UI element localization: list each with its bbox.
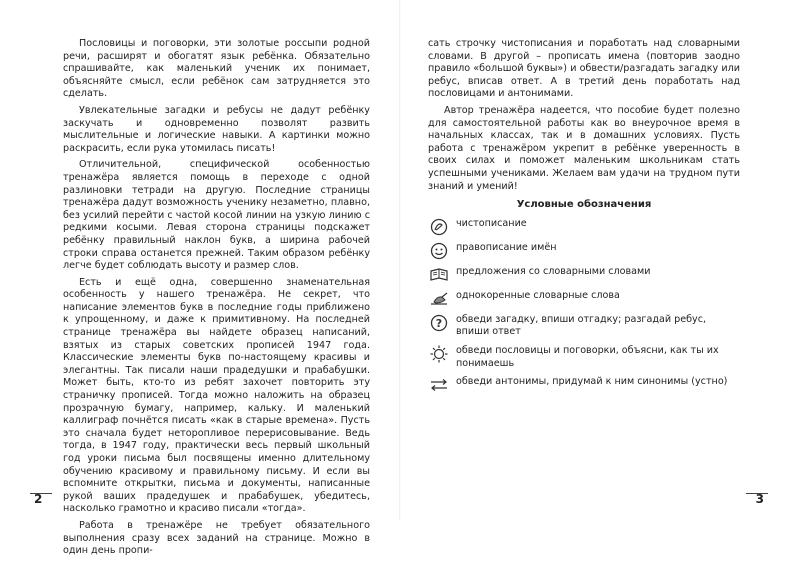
paragraph: Автор тренажёра надеется, что пособие будет полезно для самостоятельной работы как во внеурочное время в начальных классах, так и в домашних условиях. Пусть работа с тренажёром укрепит в ребёнке уверенность в своих силах и поможет маленьким школьникам стать успешными учениками. Желаем вам удачи на трудном пути знаний и умений!: [428, 104, 740, 192]
legend-item: [428, 314, 740, 339]
legend-text: обведи загадку, впиши отгадку; разгадай ребус, впиши ответ: [456, 313, 707, 338]
paragraph: Работа в тренажёре не требует обязательного выполнения сразу всех заданий на странице. Можно в один день пропи-: [63, 519, 370, 557]
legend-text: правописание имён: [456, 241, 557, 253]
legend-text: обведи пословицы и поговорки, объясни, как ты их понимаешь: [456, 344, 719, 369]
paragraph: Есть и ещё одна, совершенно знаменательная особенность у нашего тренажёра. Не секрет, что написание элементов букв в последние годы приближено к упрощенному, и даже к примитивному. На последней странице тренажёра вы найдете образец написаний, взятых из старых советских прописей 1947 года. Классические элементы букв по-настоящему красивы и элегантны. Так писали наши прадедушки и прабабушки. Может быть, кто-то из ребят захочет повторить эту страничку прописей. Тогда можно наложить на образец прозрачную бумагу, например, кальку. И маленький каллиграф почнётся писать «как в старые времена». Пусть это сначала будет неторопливое перерисовывание. Ведь тогда, в 1947 году, практически весь первый школьный год уроки письма был посвящены именно длительному обучению красивому и правильному письму. И если вы вспомните открытки, письма и документы, написанные рукой ваших прадедушек и прабабушек, убедитесь, насколько грамотно и красиво писали «тогда».: [63, 276, 370, 515]
right-page: [400, 0, 800, 520]
legend-item: [428, 218, 740, 236]
arrows-icon: [428, 376, 450, 394]
legend-item: [428, 376, 740, 394]
paragraph: сать строчку чистописания и поработать над словарными словами. В другой – прописать имена (повторив заодно правило «большой буквы») и обвести/разгадать загадку или ребус, вписав ответ. А в третий день поработать над пословицами и антонимами.: [428, 38, 740, 100]
right-text-column: [428, 38, 740, 400]
smiley-icon: [428, 242, 450, 260]
paragraph: Пословицы и поговорки, эти золотые россыпи родной речи, расширят и обогатят язык ребёнка. Обязательно спрашивайте, как маленький ученик их понимает, объясняйте смысл, если ребёнок сам затрудняется это сделать.: [63, 38, 370, 100]
left-page: [0, 0, 400, 557]
question-circle-icon: [428, 314, 450, 332]
pen-circle-icon: [428, 218, 450, 236]
legend-text: предложения со словарными словами: [456, 265, 651, 277]
legend-item: [428, 242, 740, 260]
paragraph: Увлекательные загадки и ребусы не дадут ребёнку заскучать и одновременно позволят развить мыслительные и логические навыки. А картинки можно раскрасить, если рука утомилась писать!: [63, 104, 370, 154]
dictionary-hand-icon: [428, 266, 450, 284]
legend-item: [428, 290, 740, 308]
legend-title: Условные обозначения: [516, 199, 652, 211]
page-number: 3: [755, 492, 764, 506]
paragraph: Отличительной, специфической особенностью тренажёра является помощь в переходе с одной разлиновки тетради на другую. Последние страницы тренажёра дадут возможность ученику незаметно, плавно, без усилий перейти с частой косой линии на узкую линию с редкими косыми. Левая сторона страницы подскажет ребёнку правильный наклон букв, а ширина рабочей строки справа останется прежней. Таким образом ребёнку легче будет соблюдать высоту и размер слов.: [63, 159, 370, 272]
legend-item: [428, 266, 740, 284]
legend-text: однокоренные словарные слова: [456, 289, 620, 301]
svg-text:?: ?: [435, 316, 443, 330]
sun-icon: [428, 345, 450, 363]
legend-text: чистописание: [456, 217, 527, 229]
page-number: 2: [34, 492, 43, 506]
writing-hand-icon: [428, 290, 450, 308]
legend-text: обведи антонимы, придумай к ним синонимы (устно): [456, 376, 728, 388]
legend-item: [428, 345, 740, 370]
left-text-column: [63, 38, 370, 562]
